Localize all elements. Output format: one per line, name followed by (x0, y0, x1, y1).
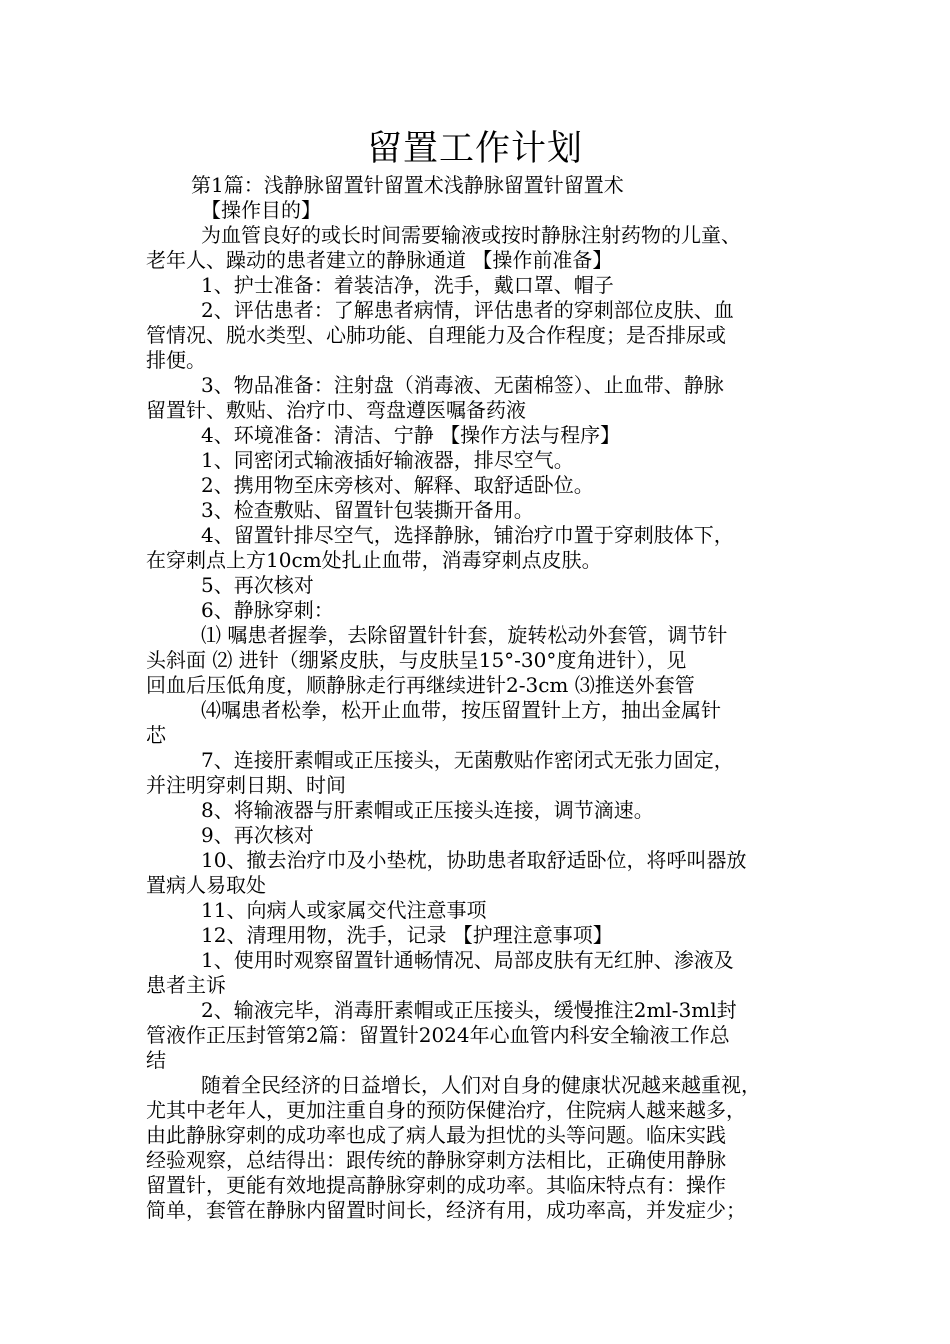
paragraph-line: 1、同密闭式输液插好输液器，排尽空气。 (201, 448, 574, 472)
paragraph-line: 患者主诉 (146, 973, 226, 997)
paragraph-line: 经验观察，总结得出：跟传统的静脉穿刺方法相比，正确使用静脉 (146, 1148, 726, 1172)
paragraph-line: 3、物品准备：注射盘（消毒液、无菌棉签）、止血带、静脉 (201, 373, 724, 397)
paragraph-line: 4、留置针排尽空气，选择静脉，铺治疗巾置于穿刺肢体下， (201, 523, 734, 547)
document-title: 留置工作计划 (366, 129, 583, 169)
paragraph-line: 2、携用物至床旁核对、解释、取舒适卧位。 (201, 473, 594, 497)
paragraph-line: 留置针，更能有效地提高静脉穿刺的成功率。其临床特点有：操作 (146, 1173, 726, 1197)
paragraph-line: 头斜面 ⑵ 进针（绷紧皮肤，与皮肤呈15°-30°度角进针），见 (146, 648, 687, 672)
paragraph-line: 留置针、敷贴、治疗巾、弯盘遵医嘱备药液 (146, 398, 526, 422)
paragraph-line: 结 (146, 1048, 166, 1072)
paragraph-line: 第1篇：浅静脉留置针留置术浅静脉留置针留置术 (191, 173, 624, 197)
paragraph-line: 12、清理用物，洗手，记录 【护理注意事项】 (201, 923, 613, 947)
paragraph-line: 随着全民经济的日益增长，人们对自身的健康状况越来越重视， (201, 1073, 761, 1097)
paragraph-line: 管液作正压封管第2篇：留置针2024年心血管内科安全输液工作总 (146, 1023, 730, 1047)
document-body (146, 173, 808, 1223)
paragraph-line: 1、护士准备：着装洁净，洗手，戴口罩、帽子 (201, 273, 614, 297)
paragraph-line: 回血后压低角度，顺静脉走行再继续进针2-3cm ⑶推送外套管 (146, 673, 695, 697)
paragraph-line: ⑴ 嘱患者握拳，去除留置针针套，旋转松动外套管，调节针 (201, 623, 728, 647)
paragraph-line: 由此静脉穿刺的成功率也成了病人最为担忧的头等问题。临床实践 (146, 1123, 726, 1147)
paragraph-line: 在穿刺点上方10cm处扎止血带，消毒穿刺点皮肤。 (146, 548, 602, 572)
paragraph-line: 2、评估患者：了解患者病情，评估患者的穿刺部位皮肤、血 (201, 298, 734, 322)
paragraph-line: 1、使用时观察留置针通畅情况、局部皮肤有无红肿、渗液及 (201, 948, 734, 972)
paragraph-line: 10、撤去治疗巾及小垫枕，协助患者取舒适卧位，将呼叫器放 (201, 848, 747, 872)
paragraph-line: 6、静脉穿刺： (201, 598, 334, 622)
paragraph-line: 8、将输液器与肝素帽或正压接头连接，调节滴速。 (201, 798, 654, 822)
paragraph-line: 尤其中老年人，更加注重自身的预防保健治疗，住院病人越来越多， (146, 1098, 746, 1122)
paragraph-line: 2、输液完毕，消毒肝素帽或正压接头，缓慢推注2ml-3ml封 (201, 998, 737, 1022)
paragraph-line: 芯 (146, 723, 166, 747)
paragraph-line: 【操作目的】 (201, 198, 321, 222)
paragraph-line: 3、检查敷贴、留置针包装撕开备用。 (201, 498, 534, 522)
paragraph-line: 5、再次核对 (201, 573, 314, 597)
paragraph-line: 为血管良好的或长时间需要输液或按时静脉注射药物的儿童、 (201, 223, 741, 247)
paragraph-line: ⑷嘱患者松拳，松开止血带，按压留置针上方，抽出金属针 (201, 698, 721, 722)
paragraph-line: 简单，套管在静脉内留置时间长，经济有用，成功率高，并发症少； (146, 1198, 746, 1222)
paragraph-line: 置病人易取处 (146, 873, 266, 897)
paragraph-line: 管情况、脱水类型、心肺功能、自理能力及合作程度；是否排尿或 (146, 323, 726, 347)
paragraph-line: 11、向病人或家属交代注意事项 (201, 898, 487, 922)
paragraph-line: 排便。 (146, 348, 206, 372)
paragraph-line: 9、再次核对 (201, 823, 314, 847)
paragraph-line: 并注明穿刺日期、时间 (146, 773, 346, 797)
paragraph-line: 4、环境准备：清洁、宁静 【操作方法与程序】 (201, 423, 621, 447)
paragraph-line: 老年人、躁动的患者建立的静脉通道 【操作前准备】 (146, 248, 613, 272)
paragraph-line: 7、连接肝素帽或正压接头，无菌敷贴作密闭式无张力固定， (201, 748, 734, 772)
